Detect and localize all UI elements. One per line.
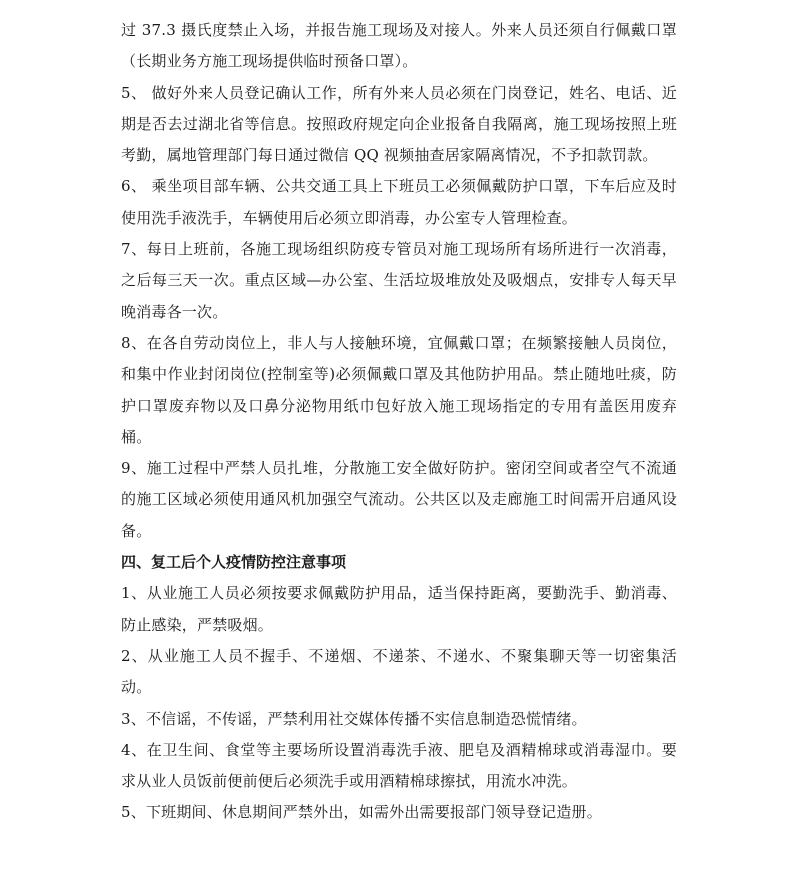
section-heading: 四、复工后个人疫情防控注意事项 bbox=[121, 553, 347, 572]
paragraph-item-8: 8、在各自劳动岗位上，非人与人接触环境，宜佩戴口罩；在频繁接触人员岗位，和集中作业封闭岗位(控制室等)必须佩戴口罩及其他防护用品。禁止随地吐痰，防护口罩废弃物以及口鼻分泌物用纸巾包好放入施工现场指定的专用有盖医用废弃桶。 bbox=[121, 333, 677, 446]
paragraph-personal-5: 5、下班期间、休息期间严禁外出，如需外出需要报部门领导登记造册。 bbox=[121, 803, 602, 822]
paragraph-personal-1: 1、从业施工人员必须按要求佩戴防护用品，适当保持距离，要勤洗手、勤消毒、防止感染，严禁吸烟。 bbox=[121, 584, 677, 634]
paragraph-personal-4: 4、在卫生间、食堂等主要场所设置消毒洗手液、肥皂及酒精棉球或消毒湿巾。要求从业人员饭前便前便后必须洗手或用酒精棉球擦拭，用流水冲洗。 bbox=[121, 740, 677, 791]
paragraph-item-5: 5、 做好外来人员登记确认工作，所有外来人员必须在门岗登记，姓名、电话、近期是否去过湖北省等信息。按照政府规定向企业报备自我隔离，施工现场按照上班考勤，属地管理部门每日通过微信 QQ 视频抽查居家隔离情况，不予扣款罚款。 bbox=[121, 83, 677, 165]
paragraph-personal-3: 3、不信谣，不传谣，严禁利用社交媒体传播不实信息制造恐慌情绪。 bbox=[121, 709, 587, 728]
document-page bbox=[121, 0, 677, 829]
paragraph-item-7: 7、每日上班前，各施工现场组织防疫专管员对施工现场所有场所进行一次消毒，之后每三天一次。重点区域—办公室、生活垃圾堆放处及吸烟点，安排专人每天早晚消毒各一次。 bbox=[121, 240, 677, 321]
paragraph-item-6: 6、 乘坐项目部车辆、公共交通工具上下班员工必须佩戴防护口罩，下车后应及时使用洗手液洗手，车辆使用后必须立即消毒，办公室专人管理检查。 bbox=[121, 177, 677, 227]
paragraph-personal-2: 2、从业施工人员不握手、不递烟、不递茶、不递水、不聚集聊天等一切密集活动。 bbox=[121, 646, 677, 697]
paragraph-item-9: 9、施工过程中严禁人员扎堆，分散施工安全做好防护。密闭空间或者空气不流通的施工区域必须使用通风机加强空气流动。公共区以及走廊施工时间需开启通风设备。 bbox=[121, 459, 677, 540]
paragraph-continued-temperature: 过 37.3 摄氏度禁止入场，并报告施工现场及对接人。外来人员还须自行佩戴口罩（长期业务方施工现场提供临时预备口罩）。 bbox=[121, 21, 677, 71]
